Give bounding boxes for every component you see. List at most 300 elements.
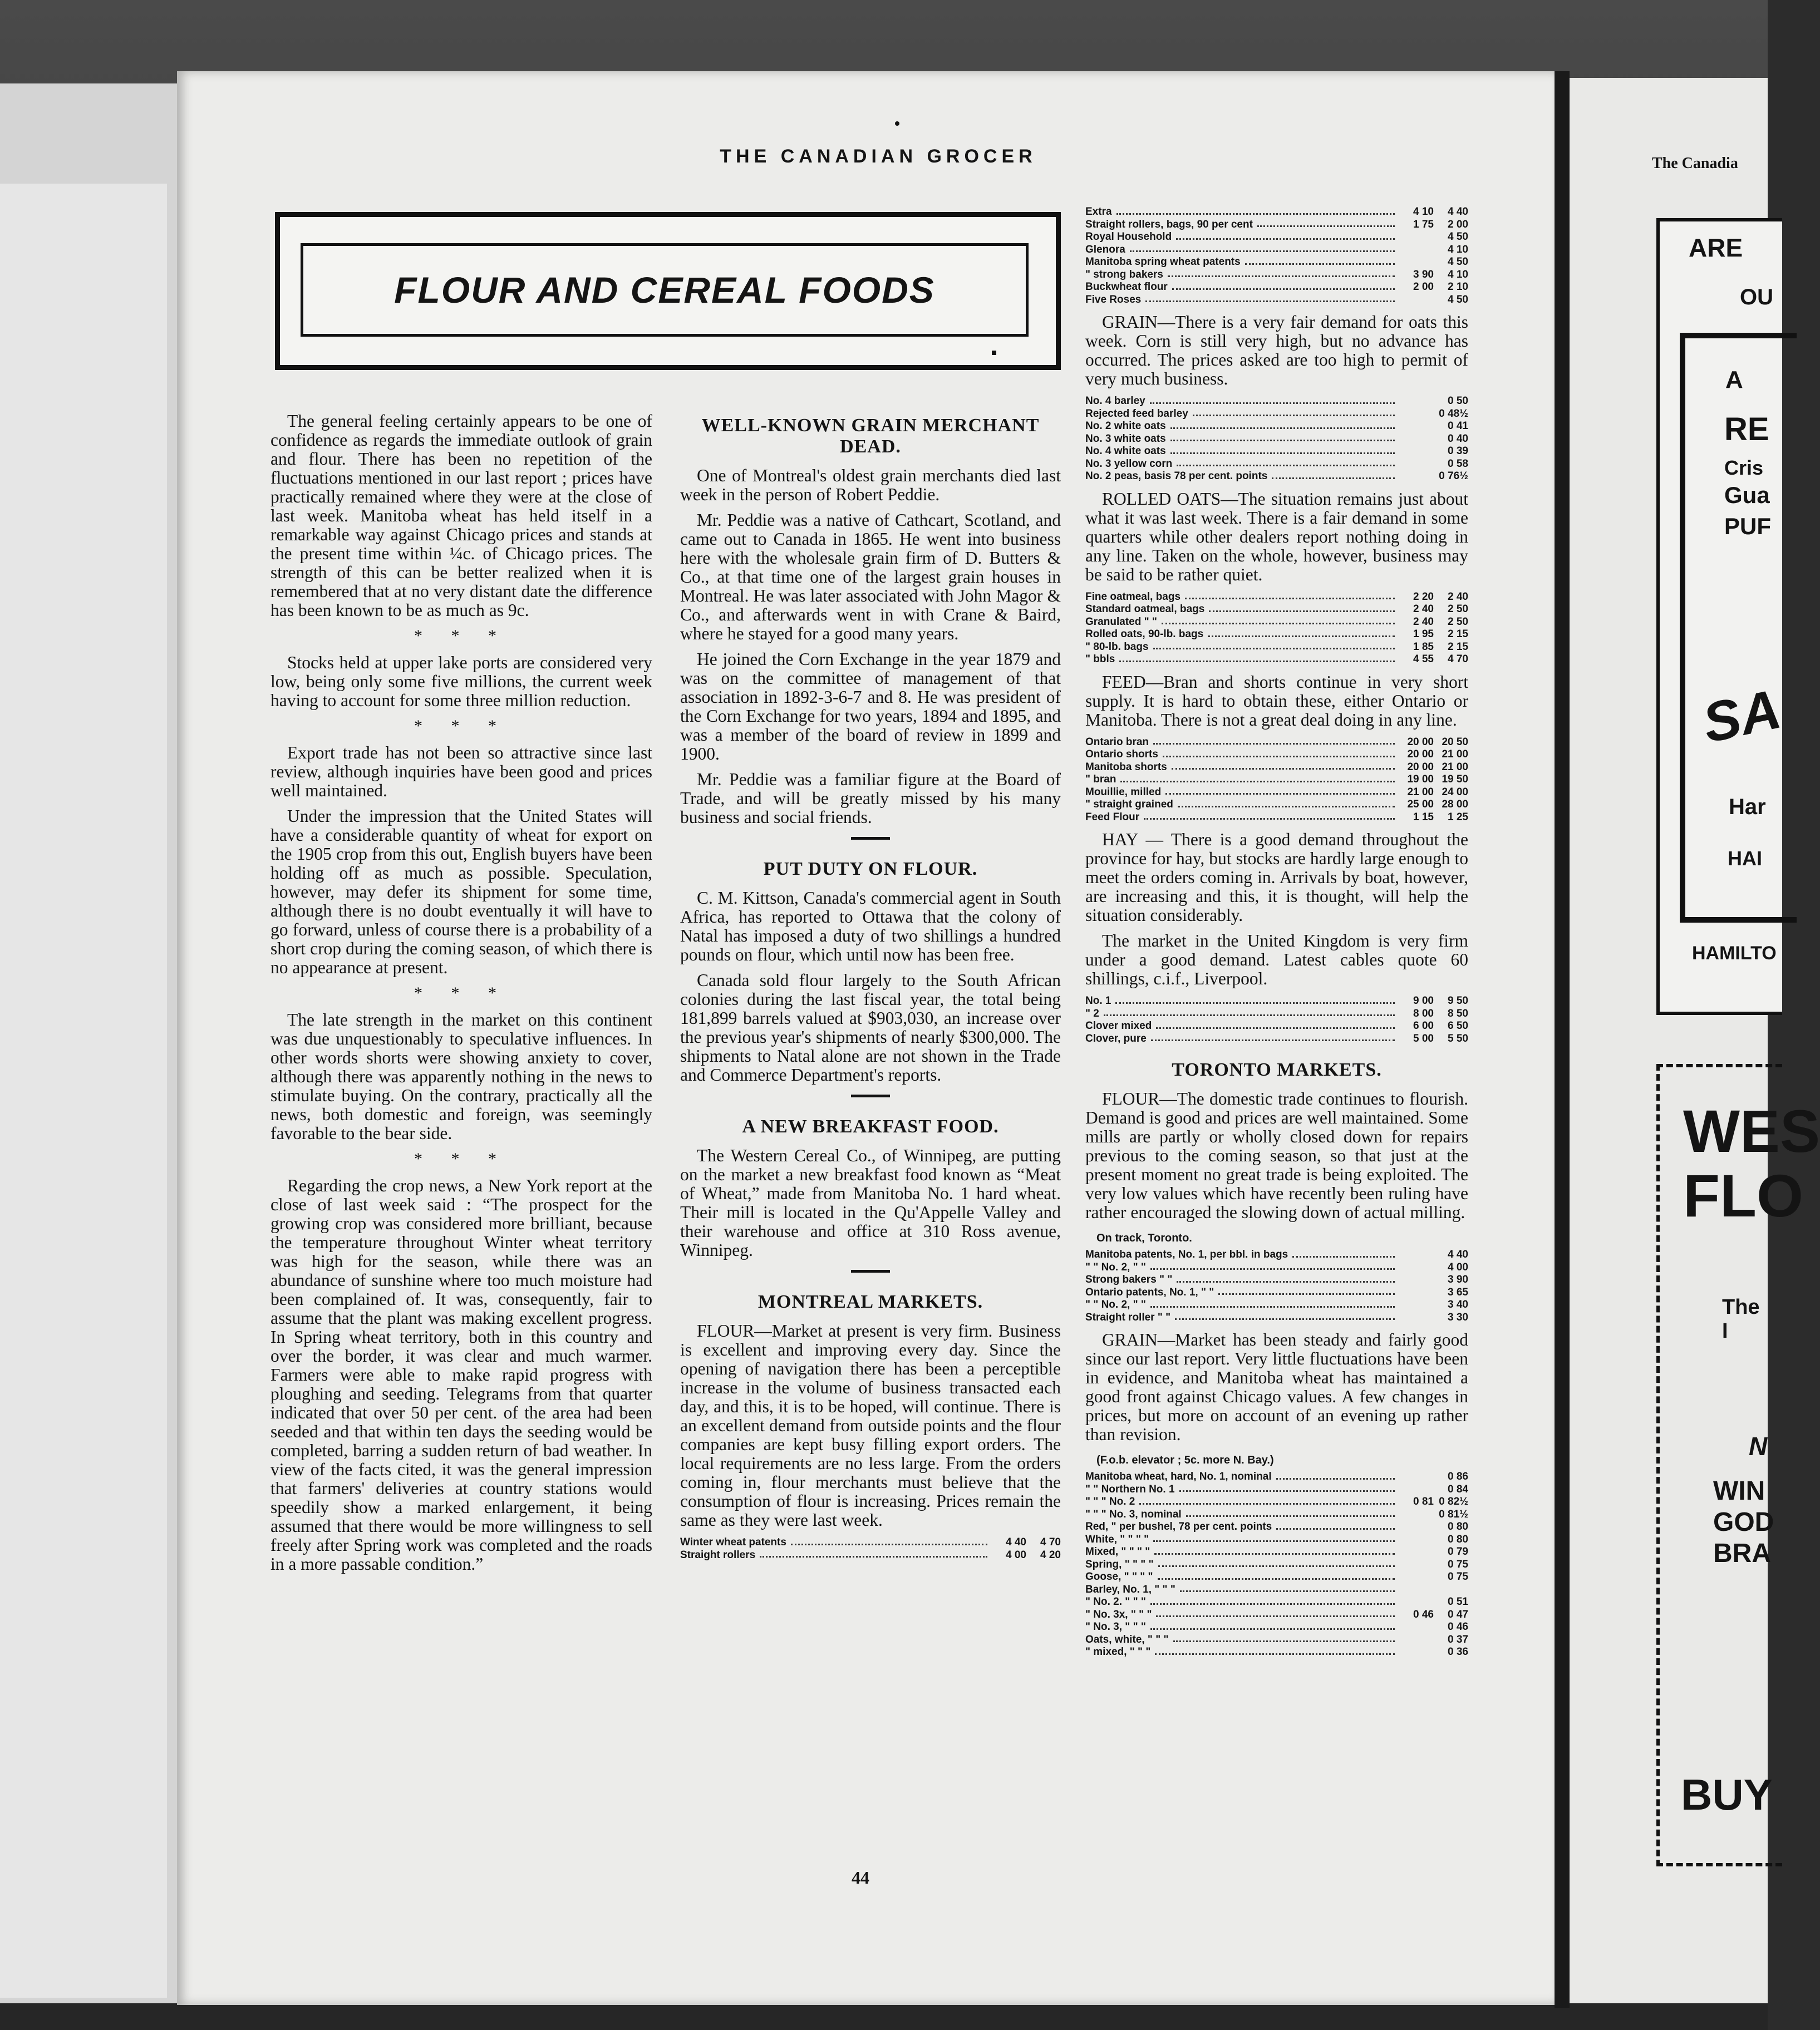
price-row <box>1085 1559 1468 1571</box>
price-table <box>1085 206 1468 306</box>
price-high: 21 00 <box>1442 761 1468 773</box>
price-item-label: Straight rollers <box>680 1549 756 1561</box>
price-item-label: Manitoba patents, No. 1, per bbl. in bags <box>1085 1249 1288 1260</box>
price-high: 0 36 <box>1448 1646 1468 1658</box>
price-row <box>1085 1299 1468 1312</box>
price-low <box>1399 1249 1434 1262</box>
price-high: 0 80 <box>1448 1521 1468 1533</box>
price-item-label: Ontario bran <box>1085 736 1149 748</box>
price-high: 28 00 <box>1442 799 1468 810</box>
dot-leader <box>1162 616 1395 625</box>
dot-leader <box>1144 811 1395 820</box>
price-table <box>680 1536 1061 1561</box>
dot-leader <box>1104 1008 1395 1017</box>
price-item-label: Barley, No. 1, " " " <box>1085 1583 1175 1595</box>
price-item-label: Fine oatmeal, bags <box>1085 590 1181 603</box>
table-note: On track, Toronto. <box>1096 1232 1192 1244</box>
article-rule <box>851 1270 890 1273</box>
price-low: 2 40 <box>1413 615 1434 628</box>
price-high: 0 50 <box>1448 395 1468 407</box>
dot-leader <box>1177 458 1395 467</box>
price-row <box>1085 1020 1468 1033</box>
dot-leader <box>1150 1262 1395 1270</box>
ad-text: WES <box>1683 1097 1820 1165</box>
price-low: 0 46 <box>1413 1608 1434 1620</box>
dot-leader <box>1150 1621 1395 1630</box>
price-item-label: Manitoba shorts <box>1085 761 1167 773</box>
price-low <box>1399 244 1434 257</box>
price-item-label: Mixed, " " " " <box>1085 1546 1150 1558</box>
price-item-label: No. 4 white oats <box>1085 445 1166 457</box>
dot-leader <box>1175 1312 1395 1321</box>
price-item-label: " No. 3, " " " <box>1085 1621 1146 1633</box>
price-high: 4 40 <box>1448 206 1468 218</box>
ad-text: A <box>1725 366 1743 393</box>
price-table <box>1085 395 1468 483</box>
dot-leader <box>1257 219 1395 228</box>
price-row <box>1085 445 1468 458</box>
price-low: 2 40 <box>1413 603 1434 615</box>
price-low <box>1399 1521 1434 1534</box>
price-low <box>1399 1559 1434 1571</box>
column-1 <box>270 412 652 1580</box>
price-row <box>1085 1274 1468 1287</box>
price-item-label: " bbls <box>1085 653 1115 665</box>
price-row <box>680 1549 1061 1562</box>
price-low <box>1399 1534 1434 1546</box>
dot-leader <box>1185 591 1395 600</box>
dot-leader <box>1176 231 1395 240</box>
price-high: 0 86 <box>1448 1471 1468 1482</box>
price-row <box>1085 1249 1468 1262</box>
price-row <box>1085 1596 1468 1609</box>
price-low <box>1399 1471 1434 1484</box>
dot-leader <box>1154 1546 1395 1555</box>
dot-leader <box>1170 420 1395 429</box>
price-low <box>1399 1312 1434 1324</box>
ad-text: Har <box>1729 795 1766 819</box>
price-item-label: Rolled oats, 90-lb. bags <box>1085 628 1204 640</box>
article-paragraph: Mr. Peddie was a familiar figure at the Board of Trade, and will be greatly missed by his many business and social friends. <box>680 770 1061 827</box>
headline-grain-merchant: WELL-KNOWN GRAIN MERCHANT DEAD. <box>701 415 1040 457</box>
dot-leader <box>1180 1584 1395 1593</box>
price-item-label: " bran <box>1085 773 1116 785</box>
price-row <box>1085 420 1468 433</box>
price-item-label: " No. 2. " " " <box>1085 1596 1146 1608</box>
dot-leader <box>1158 1559 1395 1568</box>
price-row <box>1085 1509 1468 1521</box>
price-row <box>1085 653 1468 666</box>
price-item-label: Standard oatmeal, bags <box>1085 603 1205 615</box>
price-item-label: Spring, " " " " <box>1085 1558 1154 1570</box>
section-title: FLOUR AND CEREAL FOODS <box>394 269 935 311</box>
dot-leader <box>1119 653 1395 662</box>
price-item-label: " straight grained <box>1085 799 1173 810</box>
next-page-running-head: The Canadia <box>1652 155 1738 172</box>
market-paragraph: FEED—Bran and shorts continue in very short supply. It is hard to obtain these, either Ontario or Manitoba. There is not a great deal doing in any line. <box>1085 672 1468 730</box>
dot-leader <box>1158 1571 1395 1580</box>
price-high: 0 76½ <box>1439 470 1468 482</box>
price-row <box>1085 736 1468 749</box>
price-low: 1 85 <box>1413 640 1434 653</box>
price-low: 4 40 <box>1006 1536 1026 1548</box>
dot-leader <box>1272 470 1395 479</box>
price-high: 4 20 <box>1040 1549 1061 1561</box>
price-low <box>1399 1646 1434 1659</box>
ad-text: GOD <box>1713 1507 1774 1537</box>
price-item-label: Manitoba spring wheat patents <box>1085 256 1241 268</box>
price-table <box>1085 1249 1468 1324</box>
price-high: 21 00 <box>1442 748 1468 760</box>
price-row <box>1085 433 1468 446</box>
price-low <box>1399 470 1434 483</box>
running-head: THE CANADIAN GROCER <box>720 146 1037 167</box>
price-low <box>1399 1571 1434 1584</box>
price-row <box>1085 1484 1468 1496</box>
price-item-label: " mixed, " " " <box>1085 1646 1151 1658</box>
dot-leader <box>1193 408 1395 417</box>
price-row <box>1085 1471 1468 1484</box>
dot-leader <box>760 1549 987 1558</box>
price-item-label: Extra <box>1085 206 1112 218</box>
price-low: 1 75 <box>1413 218 1434 230</box>
price-low <box>1399 1287 1434 1299</box>
dot-leader <box>1155 1646 1395 1655</box>
price-row <box>1085 219 1468 231</box>
price-row <box>1085 206 1468 219</box>
price-row <box>1085 628 1468 641</box>
print-dot <box>895 121 899 126</box>
price-item-label: " " Northern No. 1 <box>1085 1483 1175 1495</box>
price-low <box>1399 1596 1434 1609</box>
price-low <box>1399 231 1434 244</box>
price-row <box>1085 244 1468 257</box>
price-low: 5 00 <box>1413 1032 1434 1044</box>
price-row <box>1085 294 1468 307</box>
dot-leader <box>1156 1609 1395 1618</box>
price-item-label: Strong bakers " " <box>1085 1274 1173 1285</box>
market-paragraph: The market in the United Kingdom is very firm under a good demand. Latest cables quote 60 shillings, c.i.f., Liverpool. <box>1085 931 1468 988</box>
price-high: 6 50 <box>1448 1020 1468 1032</box>
ad-text: Cris <box>1724 456 1764 479</box>
price-high: 3 40 <box>1448 1299 1468 1310</box>
price-item-label: " strong bakers <box>1085 268 1163 280</box>
dot-leader <box>1156 1020 1395 1029</box>
price-high: 2 15 <box>1448 628 1468 640</box>
dot-leader <box>1145 294 1395 303</box>
price-item-label: Mouillie, milled <box>1085 786 1162 798</box>
price-low: 20 00 <box>1407 761 1434 773</box>
price-low: 1 15 <box>1413 811 1434 823</box>
price-low <box>1399 294 1434 307</box>
ad-text: The I <box>1722 1295 1760 1343</box>
article-paragraph: One of Montreal's oldest grain merchants died last week in the person of Robert Peddie. <box>680 466 1061 504</box>
previous-page-edge-inner <box>0 184 167 1998</box>
price-low <box>1399 1262 1434 1274</box>
price-high: 0 82½ <box>1439 1496 1468 1507</box>
price-low: 19 00 <box>1407 773 1434 785</box>
price-high: 4 50 <box>1448 293 1468 306</box>
ad-text: OU <box>1740 285 1773 309</box>
price-row <box>1085 1584 1468 1597</box>
price-item-label: Feed Flour <box>1085 811 1140 823</box>
price-high: 2 00 <box>1448 218 1468 230</box>
price-high: 2 10 <box>1448 281 1468 293</box>
price-high: 8 50 <box>1448 1007 1468 1019</box>
dot-leader <box>1151 1033 1395 1042</box>
dot-leader <box>1179 1484 1395 1492</box>
price-row <box>1085 1621 1468 1634</box>
price-item-label: " 80-lb. bags <box>1085 640 1149 653</box>
price-high: 3 90 <box>1448 1274 1468 1285</box>
price-item-label: Manitoba wheat, hard, No. 1, nominal <box>1085 1471 1272 1482</box>
ad-text: SA <box>1697 677 1786 755</box>
price-row <box>1085 281 1468 294</box>
price-low <box>1399 395 1434 408</box>
dot-leader <box>1178 799 1395 807</box>
price-item-label: " " No. 2, " " <box>1085 1299 1146 1310</box>
price-row <box>1085 773 1468 786</box>
price-high: 2 50 <box>1448 615 1468 628</box>
ad-text: HAI <box>1728 847 1762 870</box>
price-item-label: " " " No. 2 <box>1085 1496 1135 1507</box>
banner-mark <box>992 351 996 355</box>
price-high: 9 50 <box>1448 995 1468 1007</box>
price-row <box>1085 1262 1468 1274</box>
price-high: 2 40 <box>1448 590 1468 603</box>
price-row <box>1085 761 1468 774</box>
price-high: 0 40 <box>1448 432 1468 445</box>
price-high: 24 00 <box>1442 786 1468 798</box>
price-item-label: Ontario patents, No. 1, " " <box>1085 1286 1214 1298</box>
price-row <box>1085 458 1468 471</box>
ad-text: BUY <box>1681 1770 1773 1819</box>
section-separator: * * * <box>414 717 509 735</box>
price-item-label: Buckwheat flour <box>1085 281 1168 293</box>
dot-leader <box>1172 761 1395 770</box>
article-rule <box>851 837 890 840</box>
price-item-label: Five Roses <box>1085 293 1142 306</box>
price-item-label: " 2 <box>1085 1007 1099 1019</box>
price-item-label: White, " " " " <box>1085 1533 1149 1545</box>
price-high: 5 50 <box>1448 1032 1468 1044</box>
price-item-label: Granulated " " <box>1085 615 1157 628</box>
price-high: 20 50 <box>1442 736 1468 748</box>
price-item-label: Ontario shorts <box>1085 748 1158 760</box>
table-note: (F.o.b. elevator ; 5c. more N. Bay.) <box>1096 1454 1274 1466</box>
price-low <box>1399 1584 1434 1597</box>
price-low <box>1399 420 1434 433</box>
price-row <box>1085 256 1468 269</box>
price-low: 4 10 <box>1413 206 1434 218</box>
dot-leader <box>1172 281 1395 290</box>
dot-leader <box>1153 641 1395 650</box>
article-paragraph: Stocks held at upper lake ports are considered very low, being only some five millions, the current week having to account for some three million reduction. <box>270 653 652 710</box>
ad-text: N <box>1749 1432 1768 1461</box>
price-row <box>1085 1496 1468 1509</box>
article-paragraph: The late strength in the market on this continent was due unquestionably to speculative influences. In other words shorts were showing anxiety to cover, although there was apparently nothing in the news to stimulate buying. On the contrary, practically all the news, both domestic and foreign, was seemingly favorable to the bear side. <box>270 1010 652 1143</box>
price-high: 2 50 <box>1448 603 1468 615</box>
price-low: 0 81 <box>1413 1496 1434 1507</box>
price-table <box>1085 1471 1468 1659</box>
price-item-label: No. 3 yellow corn <box>1085 457 1173 470</box>
dot-leader <box>1150 1596 1395 1605</box>
dot-leader <box>1170 445 1395 454</box>
price-low: 6 00 <box>1413 1020 1434 1032</box>
price-high: 2 15 <box>1448 640 1468 653</box>
article-paragraph: Export trade has not been so attractive since last review, although inquiries have been good and prices well maintained. <box>270 743 652 800</box>
price-low <box>1399 1274 1434 1287</box>
dot-leader <box>1168 269 1395 278</box>
price-row <box>1085 1534 1468 1546</box>
dot-leader <box>1177 1274 1395 1283</box>
price-item-label: Oats, white, " " " <box>1085 1633 1169 1645</box>
price-row <box>1085 1312 1468 1324</box>
article-paragraph: Mr. Peddie was a native of Cathcart, Scotland, and came out to Canada in 1865. He went into business here with the wholesale grain firm of D. Butters & Co., at that time one of the largest grain houses in Montreal. He was later associated with John Magor & Co., and afterwards went in with Crane & Baird, where he stayed for a good many years. <box>680 510 1061 643</box>
price-row <box>1085 1033 1468 1046</box>
article-paragraph: C. M. Kittson, Canada's commercial agent in South Africa, has reported to Ottawa that the colony of Natal has imposed a duty of two shillings a hundred pounds on flour, which until now has been free. <box>680 888 1061 964</box>
price-row <box>1085 616 1468 629</box>
article-paragraph: He joined the Corn Exchange in the year 1879 and was on the committee of management of that association in 1892-3-6-7 and 8. He was president of the Corn Exchange for two years, 1894 and 1895, and was a member of the board of review in 1899 and 1900. <box>680 649 1061 763</box>
price-high: 0 79 <box>1448 1546 1468 1558</box>
price-item-label: " " " No. 3, nominal <box>1085 1508 1182 1520</box>
dot-leader <box>1153 736 1395 745</box>
price-row <box>1085 395 1468 408</box>
price-high: 0 47 <box>1448 1608 1468 1620</box>
dot-leader <box>1165 786 1395 795</box>
price-row <box>1085 1546 1468 1559</box>
article-paragraph: The Western Cereal Co., of Winnipeg, are putting on the market a new breakfast food known as “Meat of Wheat,” made from Manitoba No. 1 hard wheat. Their mill is located in the Qu'Appelle Valley and their warehouse and office at 310 Ross avenue, Winnipeg. <box>680 1146 1061 1260</box>
ad-text: HAMILTO <box>1692 943 1777 964</box>
price-high: 0 58 <box>1448 457 1468 470</box>
price-item-label: Clover mixed <box>1085 1020 1152 1032</box>
price-row <box>1085 1609 1468 1622</box>
price-item-label: No. 2 white oats <box>1085 420 1166 432</box>
ad-text: FLO <box>1683 1162 1803 1229</box>
price-row <box>1085 1571 1468 1584</box>
price-item-label: " No. 3x, " " " <box>1085 1608 1152 1620</box>
price-item-label: Red, " per bushel, 78 per cent. points <box>1085 1521 1272 1533</box>
price-row <box>1085 786 1468 799</box>
price-high: 0 81½ <box>1439 1508 1468 1520</box>
price-item-label: Glenora <box>1085 243 1125 255</box>
dot-leader <box>1245 256 1395 265</box>
article-rule <box>851 1095 890 1097</box>
price-row <box>1085 1634 1468 1647</box>
page-number: 44 <box>852 1868 869 1888</box>
price-row <box>1085 799 1468 811</box>
price-low: 2 00 <box>1413 281 1434 293</box>
price-high: 1 25 <box>1448 811 1468 823</box>
price-row <box>1085 231 1468 244</box>
price-high: 0 75 <box>1448 1571 1468 1583</box>
dot-leader <box>1163 748 1395 757</box>
book-gutter <box>1555 71 1570 2008</box>
price-high: 0 51 <box>1448 1596 1468 1608</box>
price-item-label: Goose, " " " " <box>1085 1571 1153 1583</box>
section-banner-inner <box>301 243 1029 337</box>
price-low <box>1399 1509 1434 1521</box>
dot-leader <box>1116 206 1395 215</box>
price-low: 4 00 <box>1006 1549 1026 1561</box>
article-paragraph: The general feeling certainly appears to be one of confidence as regards the immediate outlook of grain and flour. There has been no repetition of the fluctuations mentioned in our last report ; prices have practically remained where they were at the close of last week. Manitoba wheat has held itself in a remarkable way against Chicago prices and stands at the present time within ¼c. of Chicago prices. The strength of this can be better realized when it is remembered that at no very distant date the difference has been known to be as much as 9c. <box>270 411 652 620</box>
price-item-label: No. 4 barley <box>1085 395 1145 407</box>
ad-text: ARE <box>1689 233 1743 262</box>
price-row <box>1085 1646 1468 1659</box>
headline-montreal-markets: MONTREAL MARKETS. <box>757 1292 983 1312</box>
market-paragraph: ROLLED OATS—The situation remains just about what it was last week. There is a fair demand in some quarters while other dealers report nothing doing in any line. Taken on the whole, however, business may be said to be rather quiet. <box>1085 489 1468 584</box>
dot-leader <box>1208 628 1395 637</box>
price-high: 4 10 <box>1448 268 1468 280</box>
price-low <box>1399 256 1434 269</box>
price-row <box>1085 995 1468 1008</box>
price-high: 4 70 <box>1448 653 1468 665</box>
price-high: 3 65 <box>1448 1286 1468 1298</box>
price-high <box>1434 1584 1468 1597</box>
price-low: 1 95 <box>1413 628 1434 640</box>
price-high: 0 46 <box>1448 1621 1468 1633</box>
market-paragraph: GRAIN—Market has been steady and fairly good since our last report. Very little fluctuations have been in evidence, and Manitoba wheat has maintained a good front against Chicago values. A few changes in prices, but more on account of an evening up rather than revision. <box>1085 1330 1468 1444</box>
price-low <box>1399 1299 1434 1312</box>
dot-leader <box>1120 773 1395 782</box>
price-row <box>1085 591 1468 604</box>
ad-text: WIN <box>1713 1476 1765 1506</box>
price-high: 0 37 <box>1448 1633 1468 1645</box>
headline-duty-on-flour: PUT DUTY ON FLOUR. <box>763 859 978 879</box>
price-low: 3 90 <box>1413 268 1434 280</box>
price-row <box>1085 269 1468 282</box>
price-low: 20 00 <box>1407 748 1434 760</box>
price-table <box>1085 736 1468 824</box>
column-3 <box>1085 205 1468 1666</box>
dot-leader <box>1153 1534 1395 1543</box>
price-item-label: No. 2 peas, basis 78 per cent. points <box>1085 470 1268 482</box>
price-high: 4 50 <box>1448 231 1468 243</box>
price-row <box>1085 408 1468 421</box>
dot-leader <box>1115 995 1395 1004</box>
market-paragraph: GRAIN—There is a very fair demand for oats this week. Corn is still very high, but no advance has occurred. The prices asked are too high to permit of very much business. <box>1085 312 1468 388</box>
price-row <box>1085 811 1468 824</box>
price-low <box>1399 1634 1434 1647</box>
price-item-label: Royal Household <box>1085 231 1172 243</box>
price-low: 4 55 <box>1413 653 1434 665</box>
dot-leader <box>1173 1634 1395 1643</box>
price-item-label: Clover, pure <box>1085 1032 1147 1044</box>
price-high: 0 48½ <box>1439 407 1468 420</box>
price-row <box>680 1536 1061 1549</box>
dot-leader <box>1186 1509 1395 1517</box>
price-low <box>1399 433 1434 446</box>
price-high: 4 50 <box>1448 256 1468 268</box>
price-low <box>1399 1484 1434 1496</box>
dot-leader <box>1276 1471 1395 1480</box>
dot-leader <box>791 1536 987 1545</box>
price-low <box>1399 458 1434 471</box>
price-low: 21 00 <box>1407 786 1434 798</box>
price-high: 3 30 <box>1448 1311 1468 1323</box>
price-item-label: No. 3 white oats <box>1085 432 1166 445</box>
dot-leader <box>1150 1299 1395 1308</box>
price-low: 2 20 <box>1413 590 1434 603</box>
column-2 <box>680 410 1061 1568</box>
price-table <box>1085 995 1468 1045</box>
price-high: 0 39 <box>1448 445 1468 457</box>
article-paragraph: FLOUR—Market at present is very firm. Business is excellent and improving every day. Since the opening of navigation there has been a perceptible increase in the volume of business transacted each day, and this, it is to be hoped, will continue. There is an excellent demand from outside points and the flour companies are kept busy filling export orders. The local requirements are no less large. From the orders coming in, flour merchants must believe that the consumption of flour is increasing. Prices remain the same as they were last week. <box>680 1321 1061 1530</box>
section-separator: * * * <box>414 1150 509 1168</box>
dot-leader <box>1218 1287 1395 1295</box>
ad-text: Gua <box>1724 482 1770 508</box>
price-row <box>1085 1008 1468 1021</box>
